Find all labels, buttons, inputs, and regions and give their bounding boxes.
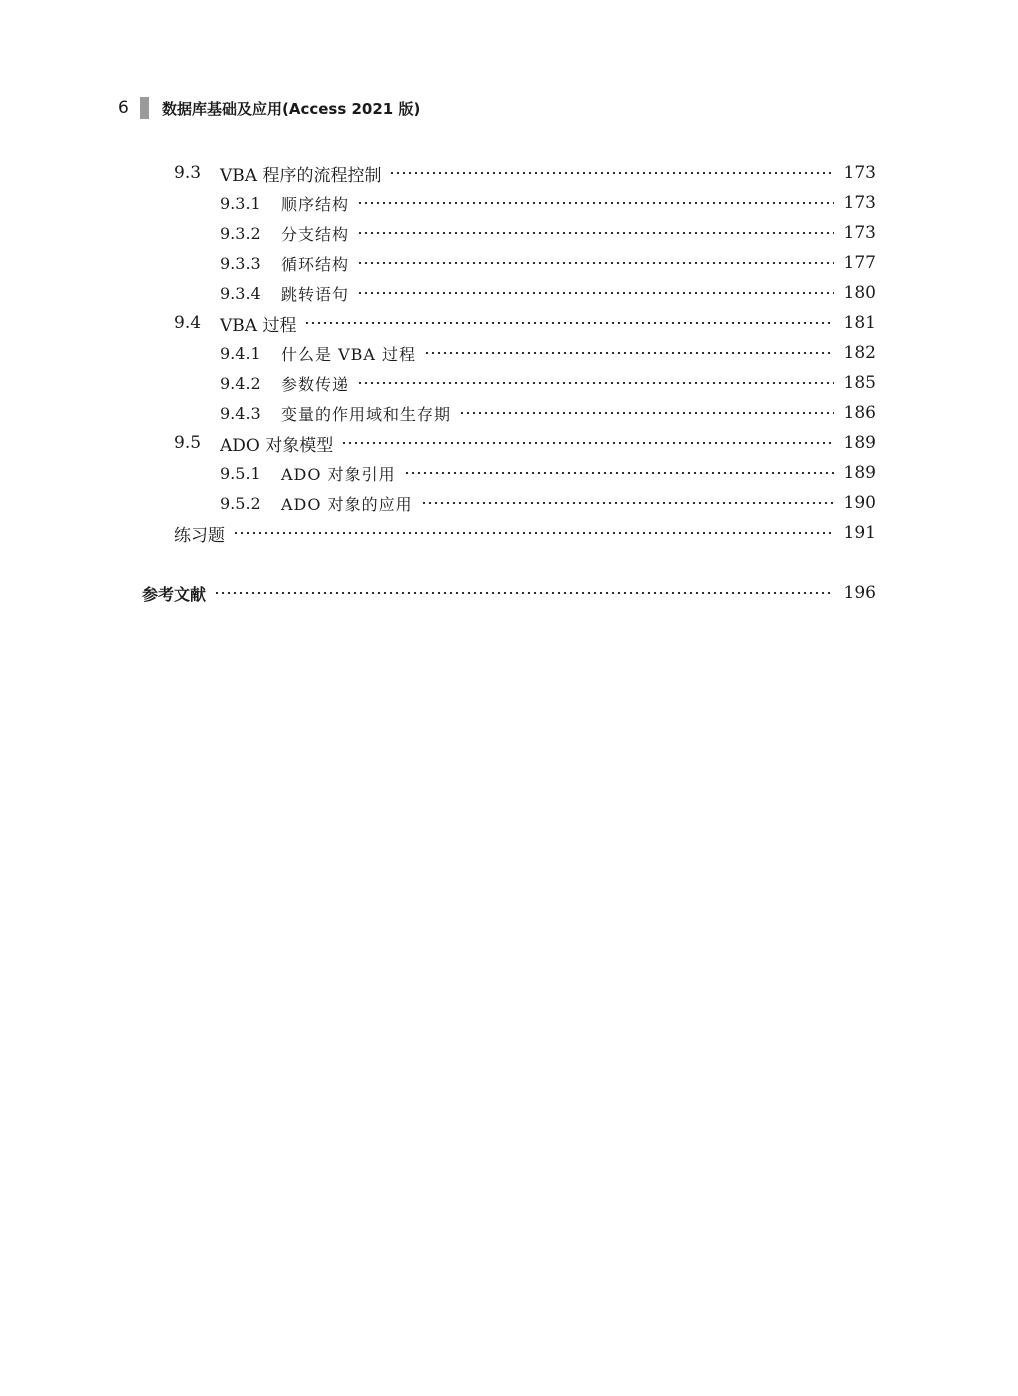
toc-entry-number: 9.3.4 — [220, 283, 261, 303]
dot-leader — [341, 442, 833, 444]
toc-entry-number: 9.3.1 — [220, 193, 261, 213]
page-header — [118, 95, 420, 121]
toc-entry-page: 180 — [843, 283, 876, 303]
toc-entry — [174, 308, 876, 338]
toc-entry-title: ADO 对象的应用 — [281, 494, 413, 514]
toc-entry-title: ADO 对象引用 — [281, 464, 396, 484]
toc-entry-number: 9.5.2 — [220, 493, 261, 513]
dot-leader — [233, 532, 834, 534]
dot-leader — [214, 592, 834, 594]
toc-entry-page: 177 — [843, 253, 876, 273]
toc-entry-title: 变量的作用域和生存期 — [281, 404, 452, 424]
toc-entry-page: 182 — [843, 343, 876, 363]
toc-entry-page: 189 — [843, 433, 876, 453]
toc-entry — [220, 278, 876, 308]
dot-leader — [357, 292, 834, 294]
toc-entry — [220, 188, 876, 218]
dot-leader — [424, 352, 834, 354]
toc-entry — [220, 368, 876, 398]
toc-entry-title: VBA 过程 — [220, 315, 297, 336]
toc-entry-number: 9.3 — [174, 163, 202, 183]
toc-entry — [220, 338, 876, 368]
toc-entry-page: 173 — [843, 163, 876, 183]
dot-leader — [357, 382, 834, 384]
toc-entry — [174, 158, 876, 188]
toc-entry-title: 顺序结构 — [281, 194, 350, 214]
dot-leader — [459, 412, 834, 414]
toc-entry-title: VBA 程序的流程控制 — [220, 165, 382, 186]
dot-leader — [357, 202, 834, 204]
toc-entry-page: 191 — [843, 523, 876, 543]
toc-entry-title: 跳转语句 — [281, 284, 350, 304]
toc-entry-title: 什么是 VBA 过程 — [281, 344, 417, 364]
dot-leader — [421, 502, 834, 504]
toc-entry-title: 循环结构 — [281, 254, 350, 274]
toc-entry — [174, 428, 876, 458]
toc-entry-page: 196 — [843, 583, 876, 603]
toc-entry-page: 186 — [843, 403, 876, 423]
book-title: 数据库基础及应用(Access 2021 版) — [162, 99, 421, 118]
toc-entry — [174, 518, 876, 548]
toc-entry-number: 9.5 — [174, 433, 202, 453]
toc-entry-number: 9.3.2 — [220, 223, 261, 243]
toc-entry-title: 参考文献 — [142, 584, 207, 604]
toc-entry — [220, 398, 876, 428]
toc-entry-page: 173 — [843, 193, 876, 213]
toc-entry-number: 9.4.3 — [220, 403, 261, 423]
dot-leader — [357, 262, 834, 264]
toc-entry-page: 185 — [843, 373, 876, 393]
toc-entry — [220, 248, 876, 278]
toc-entry — [142, 578, 876, 608]
dot-leader — [389, 172, 833, 174]
toc-entry-number: 9.4.2 — [220, 373, 261, 393]
toc-entry — [220, 218, 876, 248]
toc-entry-title: 练习题 — [174, 525, 225, 546]
page-number: 6 — [118, 98, 129, 118]
toc-entry-number: 9.4 — [174, 313, 202, 333]
toc-entry-title: 分支结构 — [281, 224, 350, 244]
toc-entry-page: 181 — [843, 313, 876, 333]
toc-entry-title: ADO 对象模型 — [220, 435, 334, 456]
toc-entry-page: 190 — [843, 493, 876, 513]
dot-leader — [404, 472, 834, 474]
header-divider-bar — [140, 97, 149, 119]
toc-entry — [220, 458, 876, 488]
dot-leader — [357, 232, 834, 234]
dot-leader — [304, 322, 833, 324]
toc-entry-number: 9.5.1 — [220, 463, 261, 483]
toc-entry-page: 173 — [843, 223, 876, 243]
toc-entry-title: 参数传递 — [281, 374, 350, 394]
toc-entry-number: 9.4.1 — [220, 343, 261, 363]
toc-entry — [220, 488, 876, 518]
toc-entry-number: 9.3.3 — [220, 253, 261, 273]
toc-entry-page: 189 — [843, 463, 876, 483]
